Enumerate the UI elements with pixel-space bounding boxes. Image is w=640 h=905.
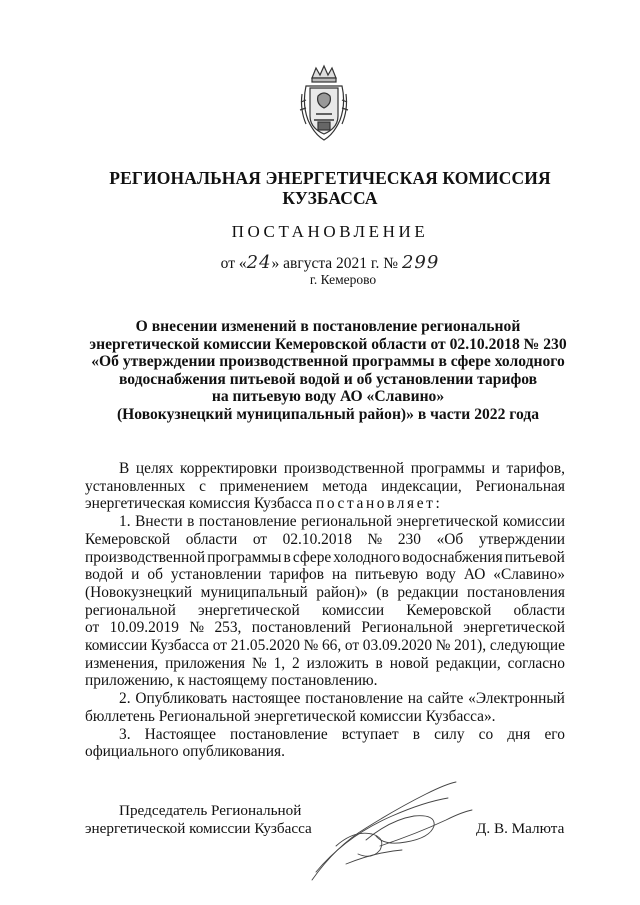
- body-line: установленных с применением метода индексации, Региональная: [85, 477, 565, 495]
- organization-line-2: КУЗБАССА: [282, 188, 378, 208]
- body-line: региональной энергетической комиссии Кемеровской области: [85, 601, 565, 619]
- signatory-name: Д. В. Малюта: [476, 820, 565, 837]
- date-line: [80, 252, 580, 273]
- body-line: Кемеровской области от 02.10.2018 № 230 «Об утверждении: [85, 530, 565, 548]
- title-line: (Новокузнецкий муниципальный район)» в части 2022 года: [116, 405, 540, 423]
- body-line: [85, 495, 565, 513]
- body-line: производственной программы в сфере холодного водоснабжения питьевой: [85, 548, 565, 566]
- city: г. Кемерово: [309, 272, 377, 287]
- title-line: энергетической комиссии Кемеровской области от 02.10.2018 № 230: [89, 335, 567, 353]
- body-line: 1. Внести в постановление региональной энергетической комиссии: [119, 513, 565, 531]
- signatory-position: [85, 802, 312, 838]
- document-title: [70, 318, 586, 424]
- title-line: «Об утверждении производственной программы в сфере холодного: [91, 353, 565, 371]
- handwritten-number: 299: [401, 252, 440, 273]
- body-line: изменения, приложения № 1, 2 изложить в новой редакции, согласно: [85, 654, 565, 672]
- coat-of-arms-emblem: [298, 64, 350, 142]
- body-line: (Новокузнецкий муниципальный район)» (в редакции постановления: [85, 583, 565, 601]
- title-line: водоснабжения питьевой водой и об установлении тарифов: [118, 370, 538, 388]
- organization-name: [80, 168, 580, 208]
- document-body: [85, 460, 565, 761]
- title-line: на питьевую воду АО «Славино»: [211, 388, 445, 406]
- body-line: от 10.09.2019 № 253, постановлений Региональной энергетической: [85, 619, 565, 637]
- body-line: бюллетень Региональной энергетической комиссии Кузбасса».: [85, 707, 496, 725]
- body-line: 2. Опубликовать настоящее постановление на сайте «Электронный: [119, 690, 565, 708]
- position-line-1: Председатель Региональной: [119, 802, 302, 819]
- position-line-2: энергетической комиссии Кузбасса: [85, 820, 312, 837]
- body-line: В целях корректировки производственной программы и тарифов,: [119, 460, 565, 477]
- date-prefix: от «: [220, 255, 247, 272]
- body-line: официального опубликования.: [85, 743, 285, 761]
- document-type: ПОСТАНОВЛЕНИЕ: [231, 222, 429, 241]
- body-line: приложению, к настоящему постановлению.: [85, 672, 378, 690]
- intro-text: энергетическая комиссия Кузбасса: [85, 495, 313, 513]
- body-line: 3. Настоящее постановление вступает в силу со дня его: [119, 725, 565, 743]
- spaced-word: постановляет:: [316, 495, 443, 513]
- handwritten-day: 24: [246, 252, 272, 273]
- body-line: комиссии Кузбасса от 21.05.2020 № 66, от 03.09.2020 № 201), следующие: [85, 637, 565, 655]
- organization-line-1: РЕГИОНАЛЬНАЯ ЭНЕРГЕТИЧЕСКАЯ КОМИССИЯ: [109, 168, 551, 188]
- body-line: водой и об установлении тарифов на питьевую воду АО «Славино»: [85, 566, 565, 584]
- title-line: О внесении изменений в постановление региональной: [135, 318, 521, 335]
- handwritten-signature: [306, 776, 476, 886]
- date-middle: » августа 2021 г. №: [271, 255, 402, 272]
